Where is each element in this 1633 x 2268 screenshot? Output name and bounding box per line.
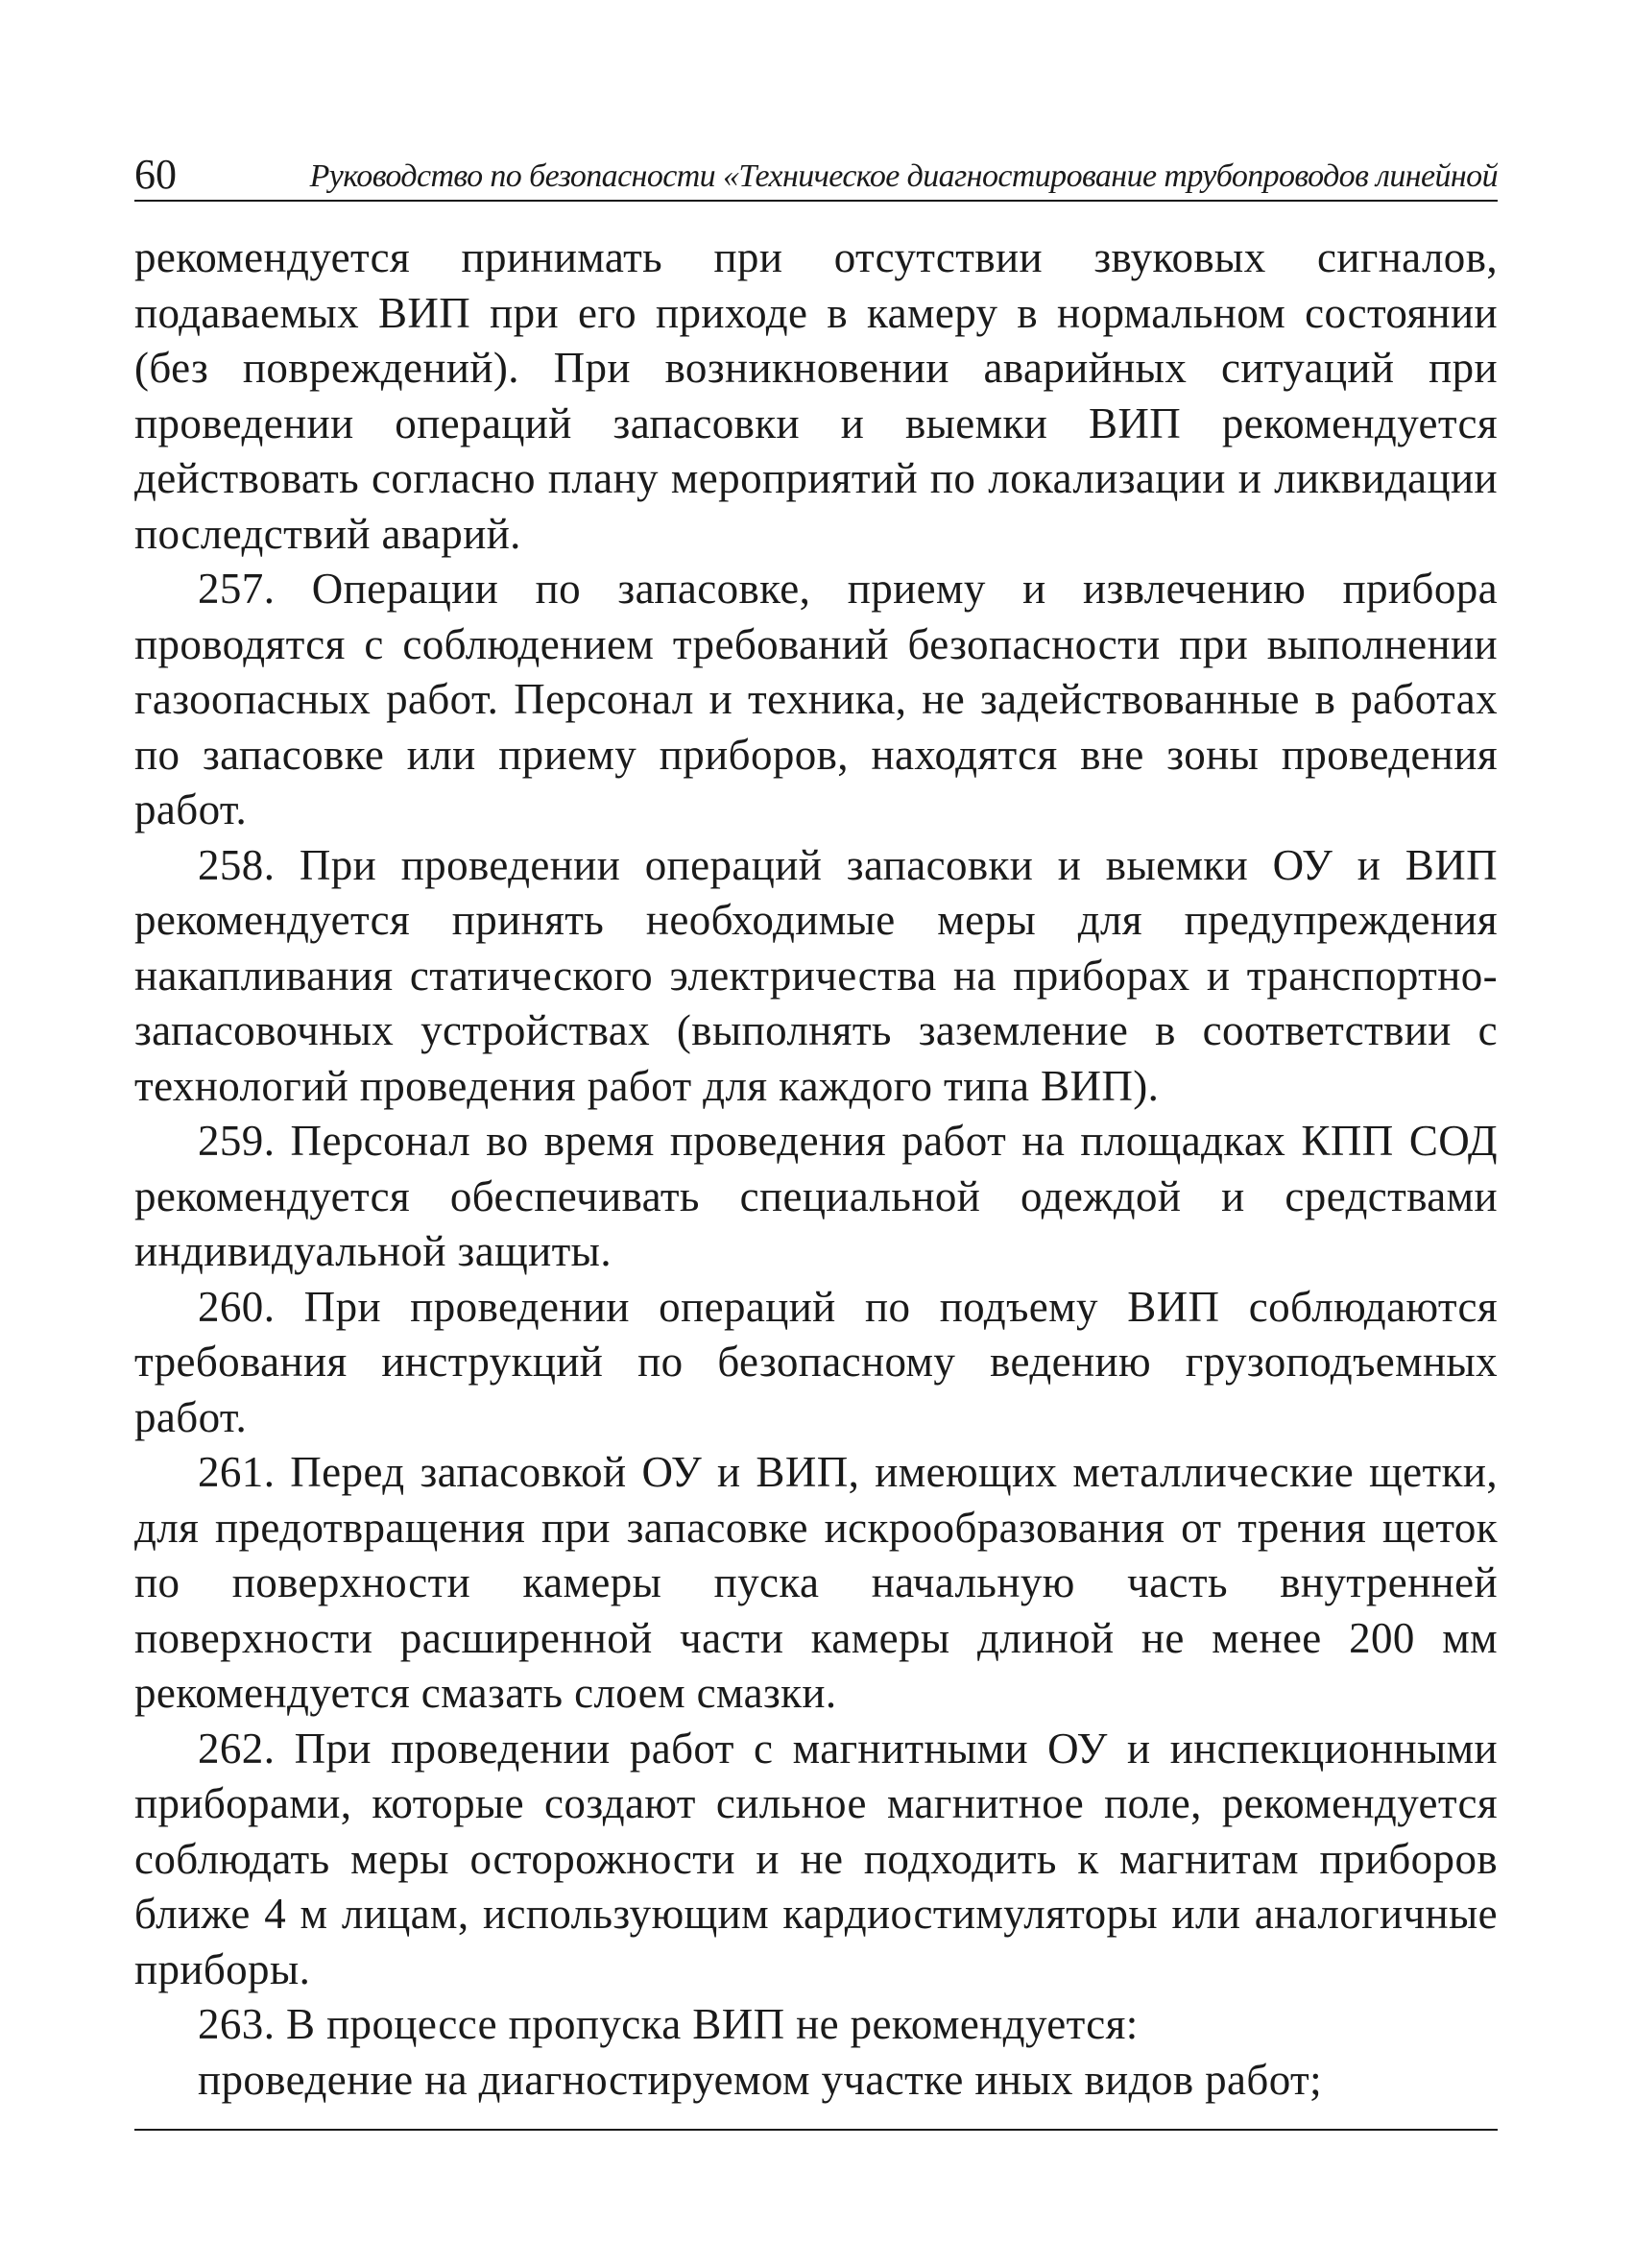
paragraph-258: 258. При проведении операций запасовки и выемки ОУ и ВИП рекомендуется принять необходимые меры для предупреждения накапливания статического электричества на приборах и транспортно-запасовочных устройствах (выполнять заземление в соответствии с технологий проведения работ для каждого типа ВИП). (134, 840, 1498, 1110)
list-item: проведение на диагностируемом участке иных видов работ; (198, 2055, 1322, 2104)
paragraph-257: 257. Операции по запасовке, приему и извлечению прибора проводятся с соблюдением требований безопасности при выполнении газоопасных работ. Персонал и техника, не задействованные в работах по запасовке или приему приборов, находятся вне зоны проведения работ. (134, 565, 1498, 833)
page-number: 60 (134, 151, 177, 198)
header-rule (134, 200, 1498, 202)
page-header (134, 144, 1498, 204)
document-page (134, 144, 1498, 2131)
paragraph-260: 260. При проведении операций по подъему ВИП соблюдаются требования инструкций по безопасному ведению грузоподъемных работ. (134, 1282, 1498, 1441)
paragraph-continuation: рекомендуется принимать при отсутствии звуковых сигналов, подаваемых ВИП при его приходе в камеру в нормальном состоянии (без повреждений). При возникновении аварийных ситуаций при проведении операций запасовки и выемки ВИП рекомендуется действовать согласно плану мероприятий по локализации и ликвидации последствий аварий. (134, 233, 1498, 558)
running-title: Руководство по безопасности «Техническое диагностирование трубопроводов линейной (309, 158, 1498, 194)
paragraph-263: 263. В процессе пропуска ВИП не рекомендуется: (198, 2000, 1139, 2048)
footer-rule (134, 2129, 1498, 2131)
paragraph-261: 261. Перед запасовкой ОУ и ВИП, имеющих металлические щетки, для предотвращения при запасовке искрообразования от трения щеток по поверхности камеры пуска начальную часть внутренней поверхности расширенной части камеры длиной не менее 200 мм рекомендуется смазать слоем смазки. (134, 1448, 1498, 1717)
paragraph-259: 259. Персонал во время проведения работ на площадках КПП СОД рекомендуется обеспечивать специальной одеждой и средствами индивидуальной защиты. (134, 1117, 1498, 1275)
paragraph-262: 262. При проведении работ с магнитными ОУ и инспекционными приборами, которые создают сильное магнитное поле, рекомендуется соблюдать меры осторожности и не подходить к магнитам приборов ближе 4 м лицам, использующим кардиостимуляторы или аналогичные приборы. (134, 1724, 1498, 1993)
body-text (134, 230, 1498, 2108)
